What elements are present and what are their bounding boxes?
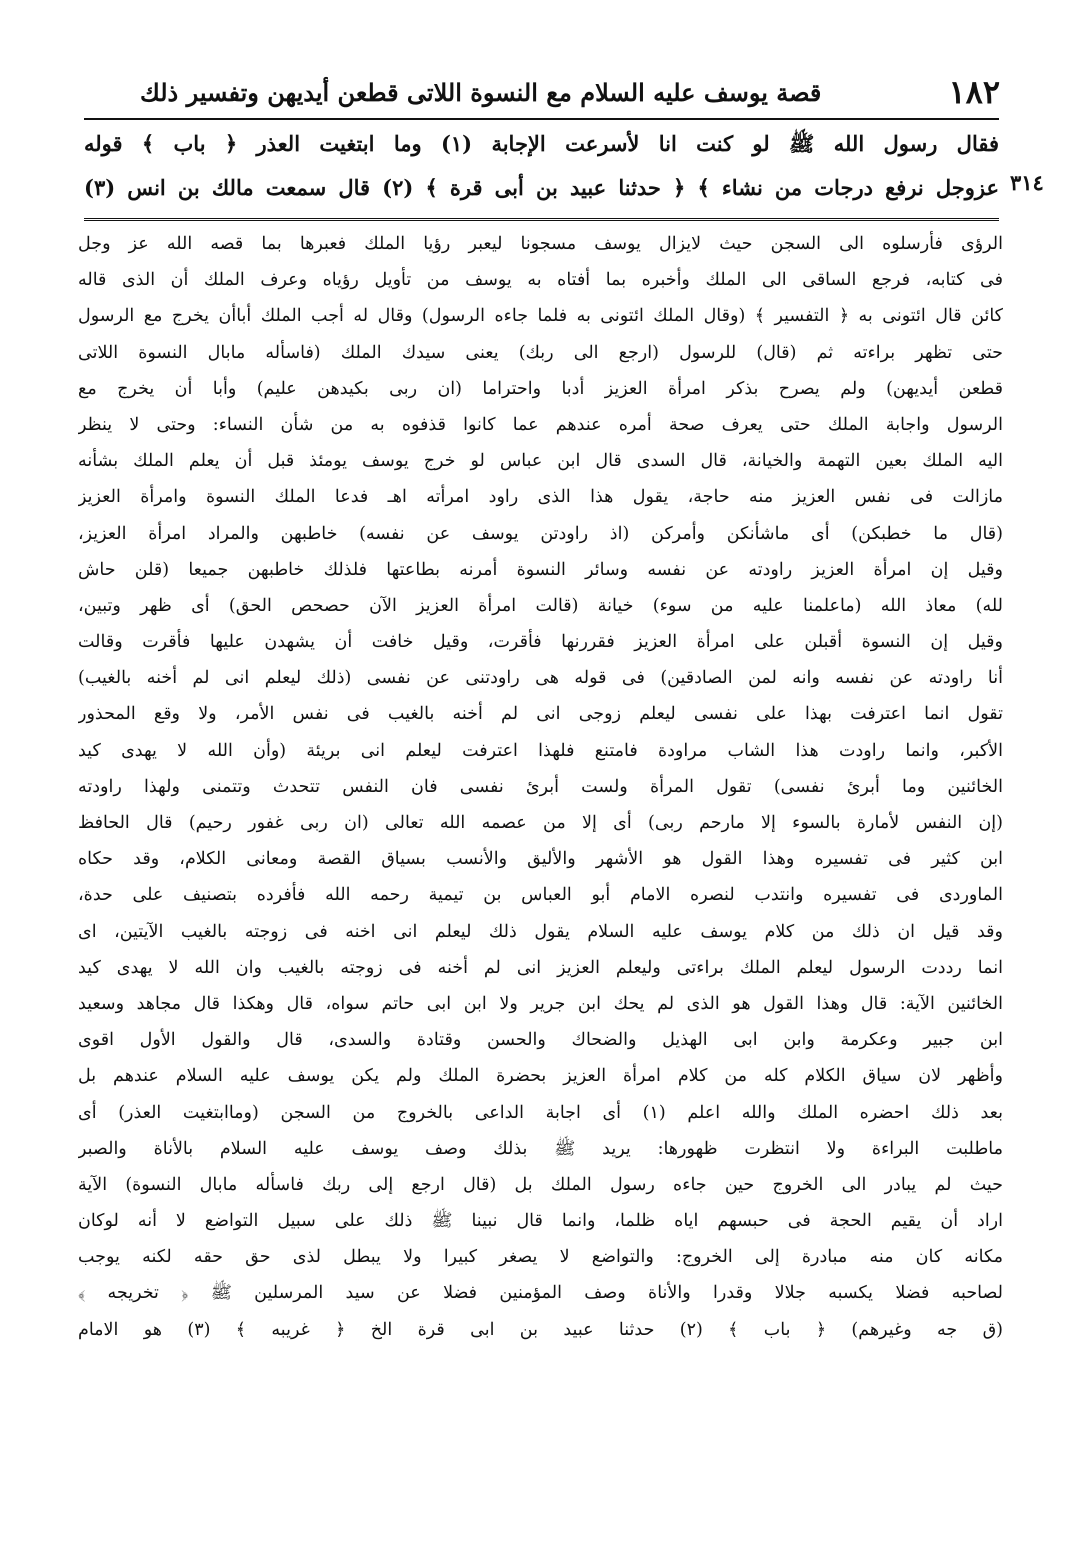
commentary-line: فى كتابه، فرجع الساقى الى الملك وأخبره بما أفتاه به يوسف من تأويل رؤياه وعرف الملك أن الذى قاله <box>78 270 1003 291</box>
commentary-line: أنا راودته عن نفسه وانه لمن الصادقين) فى قوله هى راودتنى عن نفسى (ذلك ليعلم انى لم أخنه بالغيب) <box>78 668 1003 689</box>
running-header <box>140 70 1000 114</box>
commentary-line: الأكبر، وانما راودت هذا الشاب مراودة فامتنع فلهذا اعترفت ليعلم انى بريئة (وأن الله لا يهدى كيد <box>78 740 1003 761</box>
commentary-line: (إن النفس لأمارة بالسوء إلا مارحم ربى) أى إلا من عصمه الله تعالى (ان ربى غفور رحيم) قال الحافظ <box>78 813 1003 833</box>
hadith-number: ٣١٤ <box>1010 170 1044 195</box>
hadith-text <box>84 122 999 210</box>
commentary-line: الرؤى فأرسلوه الى السجن حيث لايزال يوسف مسجونا ليعبر رؤيا الملك فعبرها بما قصه الله عز وجل <box>78 234 1003 254</box>
commentary-line: وقيل إن امرأة العزيز راودته عن نفسه وسائر النسوة أمرنه بطاعتها فلذلك خاطبهن جميعا (قلن حاش <box>78 559 1003 580</box>
commentary-line: مكانه كان منه مبادرة إلى الخروج: والتواضع لا يصغر كبيرا ولا يبطل لذى حق حقه لكنه يوجب <box>78 1247 1003 1268</box>
commentary-line: وقيل إن النسوة أقبلن على امرأة العزيز فقررنها فأقرت، وقيل خافت أن يشهدن عليها فأقرت وقالت <box>78 632 1003 653</box>
commentary-line: حتى تظهر براءته ثم (قال) للرسول (ارجع الى ربك) يعنى سيدك الملك (فاسأله مابال النسوة اللاتى <box>78 342 1003 363</box>
commentary-line: الخائنين وما أبرئ نفسى) تقول المرأة ولست أبرئ نفسى فان النفس تتحدث وتتمنى ولهذا راودته <box>78 776 1003 797</box>
commentary-line: الماوردى فى تفسيره وانتدب لنصره الامام أبو العباس بن تيمية رحمه الله فأفرده بتصنيف على حدة، <box>78 885 1003 906</box>
commentary-line: ابن جبير وعكرمة وابن ابى الهذيل والضحاك والحسن وقتادة والسدى، قال والقول الأول اقوى <box>78 1030 1003 1051</box>
commentary-line: اراد أن يقيم الحجة فى حبسهم اياه ظلما، وانما قال نبينا ﷺ ذلك على سبيل التواضع لا أنه لوكان <box>78 1211 1003 1232</box>
commentary <box>78 226 1003 1496</box>
page-number: ١٨٢ <box>948 73 1000 111</box>
commentary-line: وقد قيل ان ذلك من كلام يوسف عليه السلام يقول ذلك ليعلم انى اخنه فى زوجته بالغيب الآيتين، اى <box>78 921 1003 942</box>
commentary-line: تقول انما اعترفت بهذا على نفسى ليعلم زوجى انى لم أخنه بالغيب فى نفس الأمر، ولا وقع المحذور <box>78 704 1003 725</box>
commentary-line: وأظهر لان سياق الكلام كله من كلام امرأة العزيز بحضرة الملك ولم يكن يوسف عليه السلام عندهم بل <box>78 1066 1003 1087</box>
commentary-line: (قال ما خطبكن) أى ماشأنكن وأمركن (اذ راودتن يوسف عن نفسه) خاطبهن والمراد امرأة العزيز، <box>78 523 1003 544</box>
commentary-line: لصاحبه فضلا يكسبه جلالا وقدرا والأناة وصف المؤمنين فضلا عن سيد المرسلين ﷺ ﴿ تخريجه ﴾ <box>78 1283 1003 1304</box>
commentary-line: ماطلبت البراءة ولا انتظرت ظهورها: يريد ﷺ بذلك وصف يوسف عليه السلام بالأناة والصبر <box>78 1138 1003 1159</box>
commentary-line: اليه الملك بعين التهمة والخيانة، قال السدى قال ابن عباس لو خرج يوسف يومئذ قبل أن يعلم الملك بشأنه <box>78 451 1003 472</box>
commentary-line: كائن قال ائتونى به ﴿ التفسير ﴾ (وقال الملك ائتونى به فلما جاءه الرسول) وقال له أجب الملك أباأن يخرج مع الرسول <box>78 306 1003 327</box>
commentary-line: مازالت فى نفس العزيز منه حاجة، يقول هذا الذى راود امرأته اهـ فدعا الملك النسوة وامرأة العزيز <box>78 487 1003 508</box>
commentary-line: حيث لم يبادر الى الخروج حين جاءه رسول الملك بل (قال ارجع إلى ربك فاسأله مابال النسوة) الآية <box>78 1174 1003 1195</box>
commentary-line: انما رددت الرسول ليعلم الملك براءتى وليعلم العزيز انى لم أخنه فى زوجته بالغيب وان الله لا يهدى كيد <box>78 957 1003 978</box>
hadith-line: فقال رسول الله ﷺ لو كنت انا لأسرعت الإجابة (١) وما ابتغيت العذر ﴿ باب ﴾ قوله <box>84 131 999 156</box>
commentary-line: (ق جه وغيرهم) ﴿ باب ﴾ (٢) حدثنا عبيد بن ابى قرة الخ ﴿ غريبه ﴾ (٣) هو الامام <box>78 1319 1003 1340</box>
chapter-title: قصة يوسف عليه السلام مع النسوة اللاتى قطعن أيديهن وتفسير ذلك <box>140 77 822 107</box>
commentary-line: بعد ذلك احضره الملك والله اعلم (١) أى اجابة الداعى بالخروج من السجن (وماابتغيت العذر) أى <box>78 1102 1003 1123</box>
hadith-line: عزوجل نرفع درجات من نشاء ﴾ ﴿ حدثنا عبيد بن أبى قرة ﴾ (٢) قال سمعت مالك بن انس (٣) <box>84 175 999 200</box>
header-divider <box>84 118 999 120</box>
text-divider <box>84 218 999 221</box>
commentary-line: ابن كثير فى تفسيره وهذا القول هو الأشهر والأليق والأنسب بسياق القصة ومعانى الكلام، وقد حكاه <box>78 849 1003 870</box>
commentary-line: لله) معاذ الله (ماعلمنا عليه من سوء) خيانة (قالت امرأة العزيز الآن حصحص الحق) أى ظهر وتبين، <box>78 595 1003 616</box>
commentary-line: قطعن أيديهن) ولم يصرح بذكر امرأة العزيز أدبا واحتراما (ان ربى بكيدهن عليم) وأبا أن يخرج مع <box>78 378 1003 399</box>
commentary-line: الرسول واجابة الملك حتى يعرف صحة أمره عندهم عما كانوا قذفوه به من شأن النساء: وحتى لا ينظر <box>78 414 1003 435</box>
commentary-line: الخائنين الآية: قال وهذا القول هو الذى لم يحك ابن جرير ولا ابن ابى حاتم سواه، قال وهكذا قال مجاهد وسعيد <box>78 993 1003 1014</box>
